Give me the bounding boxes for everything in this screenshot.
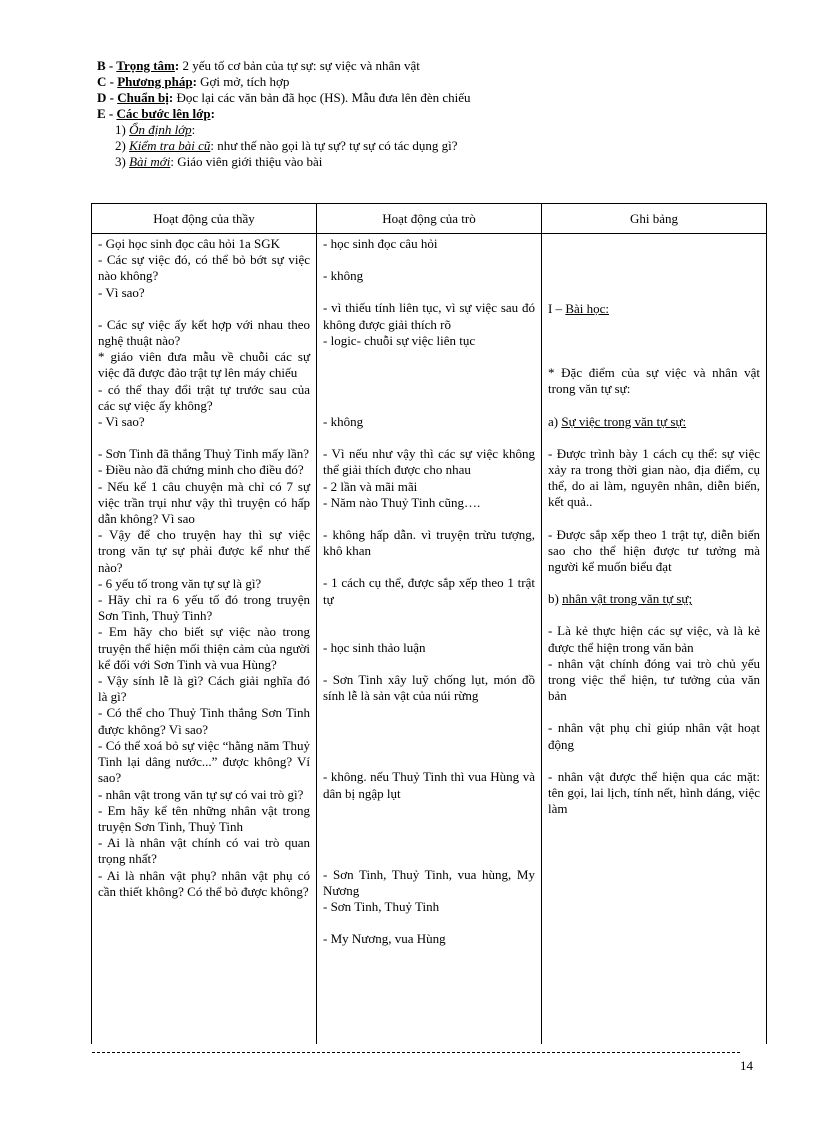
student-item: - không	[323, 414, 364, 430]
steps-label: Các bước lên lớp	[116, 106, 211, 121]
board-intro: * Đặc điểm của sự việc và nhân vật trong văn tự sự:	[548, 365, 760, 397]
teacher-item: - Các sự việc đó, có thể bỏ bớt sự việc nào không?	[98, 252, 310, 284]
table-body-row	[92, 234, 767, 1045]
student-item: - My Nương, vua Hùng	[323, 931, 446, 947]
board-a-label: Sự việc trong văn tự sự:	[561, 413, 687, 429]
student-item: - Sơn Tinh xây luỹ chống lụt, món đồ sính lễ là sản vật của núi rừng	[323, 672, 535, 704]
student-item: - 1 cách cụ thể, được sắp xếp theo 1 trật tự	[323, 575, 535, 607]
steps-prefix: E -	[97, 106, 117, 121]
table-header-row	[92, 204, 767, 234]
teacher-item: - Sơn Tinh đã thắng Thuỷ Tinh mấy lần?	[98, 446, 310, 462]
student-item: - học sinh thảo luận	[323, 639, 426, 655]
board-section-prefix: I –	[548, 301, 566, 316]
student-item: - logic- chuỗi sự việc liên tục	[323, 332, 476, 348]
board-a-title	[548, 414, 760, 430]
student-item: - vì thiếu tính liên tục, vì sự việc sau đó không được giải thích rõ	[323, 300, 535, 332]
steps-heading	[97, 106, 777, 122]
preparation-label: Chuẩn bị	[117, 90, 169, 105]
step-2-number: 2)	[115, 138, 130, 153]
step-2-label: Kiểm tra bài cũ	[129, 138, 211, 153]
student-column	[317, 234, 542, 1045]
board-b3: - nhân vật phụ chỉ giúp nhân vật hoạt động	[548, 720, 760, 752]
teacher-item: - Có thể cho Thuỷ Tinh thắng Sơn Tinh được không? Vì sao?	[98, 705, 310, 737]
board-a2: - Được sắp xếp theo 1 trật tự, diễn biến sao cho thể hiện được tư tưởng mà người kể muốn biểu đạt	[548, 526, 760, 575]
board-b1: - Là kẻ thực hiện các sự việc, và là kẻ được thể hiện trong văn bản	[548, 623, 760, 655]
board-b4: - nhân vật được thể hiện qua các mặt: tên gọi, lai lịch, tính nết, hình dáng, việc làm	[548, 768, 760, 817]
steps-colon: :	[210, 106, 215, 121]
student-item: - Năm nào Thuỷ Tinh cũng….	[323, 494, 481, 510]
method-prefix: C -	[97, 74, 118, 89]
board-a-prefix: a)	[548, 413, 562, 429]
student-item: - Sơn Tinh, Thuỷ Tinh, vua hùng, My Nương	[323, 866, 535, 899]
header-student: Hoạt động của trò	[317, 204, 542, 234]
lesson-header	[97, 58, 777, 170]
student-item: - Sơn Tinh, Thuỷ Tinh	[323, 899, 440, 915]
focus-text: 2 yếu tố cơ bản của tự sự: sự việc và nhân vật	[182, 58, 420, 73]
teacher-item: - Ai là nhân vật phụ? nhân vật phụ có cần thiết không? Có thể bỏ được không?	[98, 867, 310, 899]
teacher-column	[92, 234, 317, 1045]
board-b-prefix: b)	[548, 591, 563, 607]
step-2	[97, 138, 777, 154]
teacher-item: - Vì sao?	[98, 284, 145, 300]
teacher-item: - Vậy để cho truyện hay thì sự việc trong văn tự sự phải được kể như thế nào?	[98, 527, 310, 575]
teacher-item: - nhân vật trong văn tự sự có vai trò gì?	[98, 786, 304, 802]
teacher-item: - Điều nào đã chứng minh cho điều đó?	[98, 462, 304, 478]
method-colon: :	[192, 74, 201, 89]
header-board: Ghi bảng	[542, 204, 767, 234]
board-b-title	[548, 591, 760, 607]
student-item: - không. nếu Thuỷ Tinh thì vua Hùng và dân bị ngập lụt	[323, 769, 535, 801]
board-section-label: Bài học:	[565, 301, 610, 316]
step-1-number: 1)	[115, 122, 130, 137]
footer-divider	[92, 1052, 740, 1053]
teacher-item: - Nếu kể 1 câu chuyện mà chỉ có 7 sự việc trần trụi như vậy thì truyện có hấp dẫn không? Vì sao	[98, 478, 310, 527]
board-section-title	[548, 301, 760, 317]
preparation-colon: :	[168, 90, 177, 105]
board-column	[542, 234, 767, 1045]
student-item: - 2 lần và mãi mãi	[323, 478, 418, 494]
student-item: - Vì nếu như vậy thì các sự việc không thể giải thích được cho nhau	[323, 446, 535, 478]
preparation-prefix: D -	[97, 90, 118, 105]
teacher-item: - Các sự việc ấy kết hợp với nhau theo nghệ thuật nào?	[98, 316, 310, 349]
teacher-item: - Hãy chỉ ra 6 yếu tố đó trong truyện Sơn Tinh, Thuỷ Tinh?	[98, 592, 310, 624]
step-2-text: : như thế nào gọi là tự sự? tự sự có tác dụng gì?	[210, 138, 458, 153]
method-label: Phương pháp	[117, 74, 193, 89]
board-a1: - Được trình bày 1 cách cụ thể: sự việc xảy ra trong thời gian nào, địa điểm, cụ thể, do ai làm, nguyên nhân, diễn biến, kết quả..	[548, 445, 760, 510]
step-1-label: Ổn định lớp	[129, 122, 192, 137]
teacher-item: - Vì sao?	[98, 414, 145, 430]
step-3-text: : Giáo viên giới thiệu vào bài	[170, 154, 323, 169]
method-line	[97, 74, 777, 90]
focus-colon: :	[174, 58, 183, 73]
step-1	[97, 122, 777, 138]
focus-line	[97, 58, 777, 74]
teacher-item: - Có thể xoá bỏ sự việc “hằng năm Thuỷ Tinh lại dâng nước...” được không? Ví sao?	[98, 737, 310, 786]
step-3-label: Bài mới	[129, 154, 171, 169]
preparation-line	[97, 90, 777, 106]
method-text: Gợi mở, tích hợp	[200, 74, 290, 89]
teacher-item: - Gọi học sinh đọc câu hỏi 1a SGK	[98, 236, 280, 251]
teacher-item: - 6 yếu tố trong văn tự sự là gì?	[98, 575, 262, 591]
student-item: - học sinh đọc câu hỏi	[323, 236, 438, 251]
board-b2: - nhân vật chính đóng vai trò chủ yếu trong việc thể hiện, tư tưởng của văn bản	[548, 655, 760, 704]
page-number: 14	[740, 1058, 753, 1073]
step-1-text: :	[191, 122, 196, 137]
header-teacher: Hoạt động của thầy	[92, 204, 317, 234]
teacher-item: - có thể thay đổi trật tự trước sau của các sự việc ấy không?	[98, 381, 310, 413]
lesson-table	[91, 203, 767, 1044]
focus-label: Trọng tâm	[116, 58, 175, 73]
student-item: - không	[323, 268, 364, 284]
step-3	[97, 154, 777, 170]
student-item: - không hấp dẫn. vì truyện trừu tượng, khô khan	[323, 527, 535, 559]
teacher-item: - Vậy sính lễ là gì? Cách giải nghĩa đó là gì?	[98, 673, 310, 705]
teacher-item: - Em hãy cho biết sự việc nào trong truyện thể hiện mối thiện cảm của người kể đối với Sơn Tinh và vua Hùng?	[98, 624, 310, 672]
focus-prefix: B -	[97, 58, 117, 73]
teacher-item: - Ai là nhân vật chính có vai trò quan trọng nhất?	[98, 835, 310, 867]
step-3-number: 3)	[115, 154, 130, 169]
teacher-item: * giáo viên đưa mẫu về chuỗi các sự việc đã được đảo trật tự lên máy chiếu	[98, 349, 310, 381]
preparation-text: Đọc lại các văn bản đã học (HS). Mẫu đưa lên đèn chiếu	[176, 90, 471, 105]
board-b-label: nhân vật trong văn tự sự;	[562, 591, 693, 607]
teacher-item: - Em hãy kể tên những nhân vật trong truyện Sơn Tinh, Thuỷ Tinh	[98, 802, 310, 834]
